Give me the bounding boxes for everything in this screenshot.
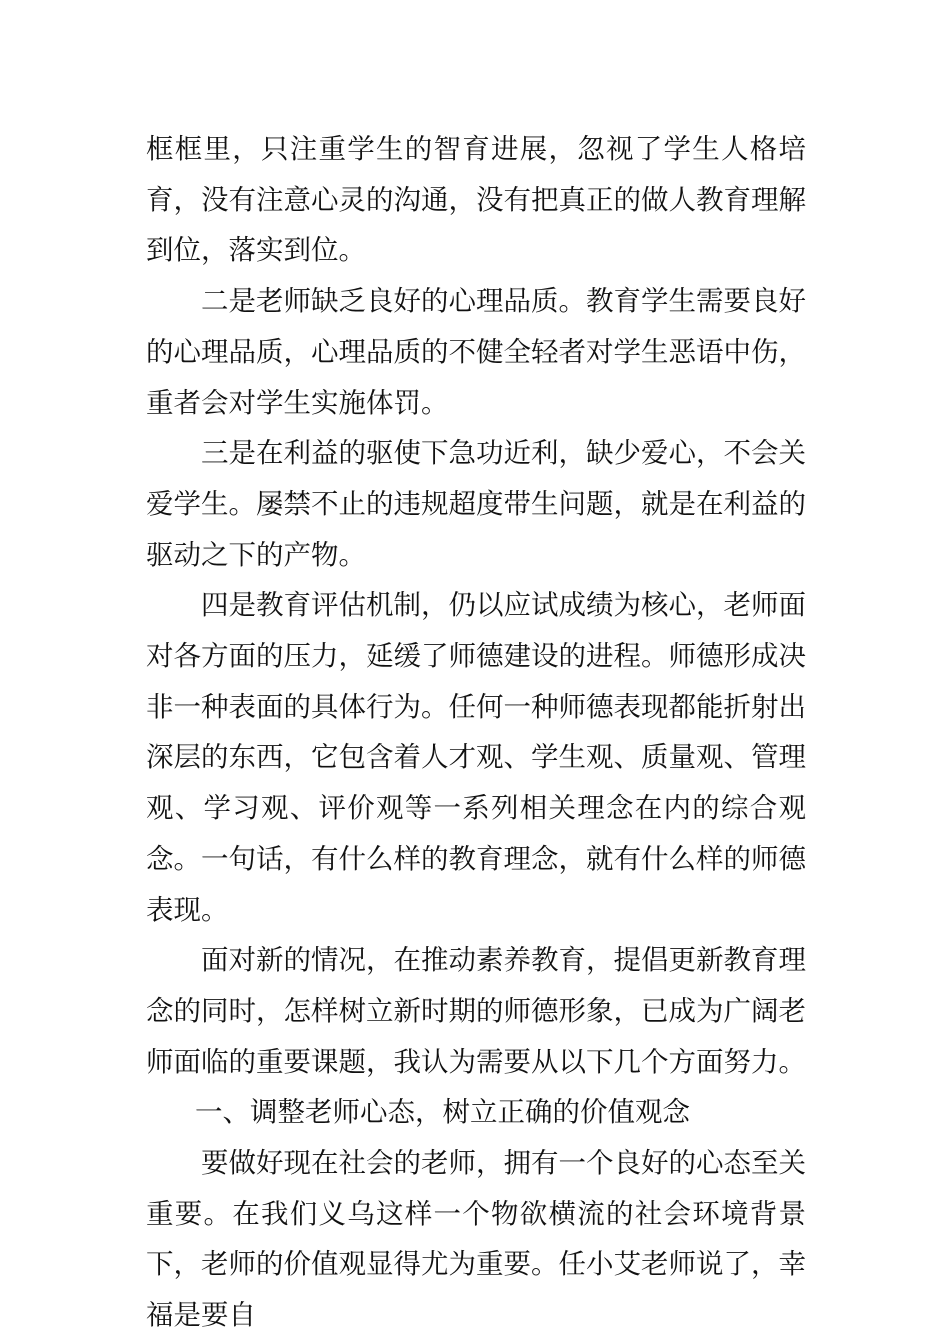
paragraph-point-four: 四是教育评估机制，仍以应试成绩为核心，老师面对各方面的压力，延缓了师德建设的进程。师德形成决非一种表面的具体行为。任何一种师德表现都能折射出深层的东西，它包含着人才观、学生观、质量观、管理观、学习观、评价观等一系列相关理念在内的综合观念。一句话，有什么样的教育理念，就有什么样的师德表现。	[146, 589, 806, 926]
paragraph-new-situation: 面对新的情况，在推动素养教育，提倡更新教育理念的同时，怎样树立新时期的师德形象，已成为广阔老师面临的重要课题，我认为需要从以下几个方面努力。	[146, 944, 806, 1078]
paragraph-point-two: 二是老师缺乏良好的心理品质。教育学生需要良好的心理品质，心理品质的不健全轻者对学生恶语中伤，重者会对学生实施体罚。	[146, 285, 806, 419]
section-heading: 一、调整老师心态，树立正确的价值观念	[195, 1096, 690, 1129]
paragraph-good-mindset: 要做好现在社会的老师，拥有一个良好的心态至关重要。在我们义乌这样一个物欲横流的社会环境背景下，老师的价值观显得尤为重要。任小艾老师说了，幸福是要自	[146, 1147, 806, 1332]
paragraph-point-three: 三是在利益的驱使下急功近利，缺少爱心，不会关爱学生。屡禁不止的违规超度带生问题，就是在利益的驱动之下的产物。	[146, 437, 806, 571]
paragraph-continuation: 框框里，只注重学生的智育进展，忽视了学生人格培育，没有注意心灵的沟通，没有把真正的做人教育理解到位，落实到位。	[146, 133, 806, 267]
document-body	[146, 124, 806, 1341]
